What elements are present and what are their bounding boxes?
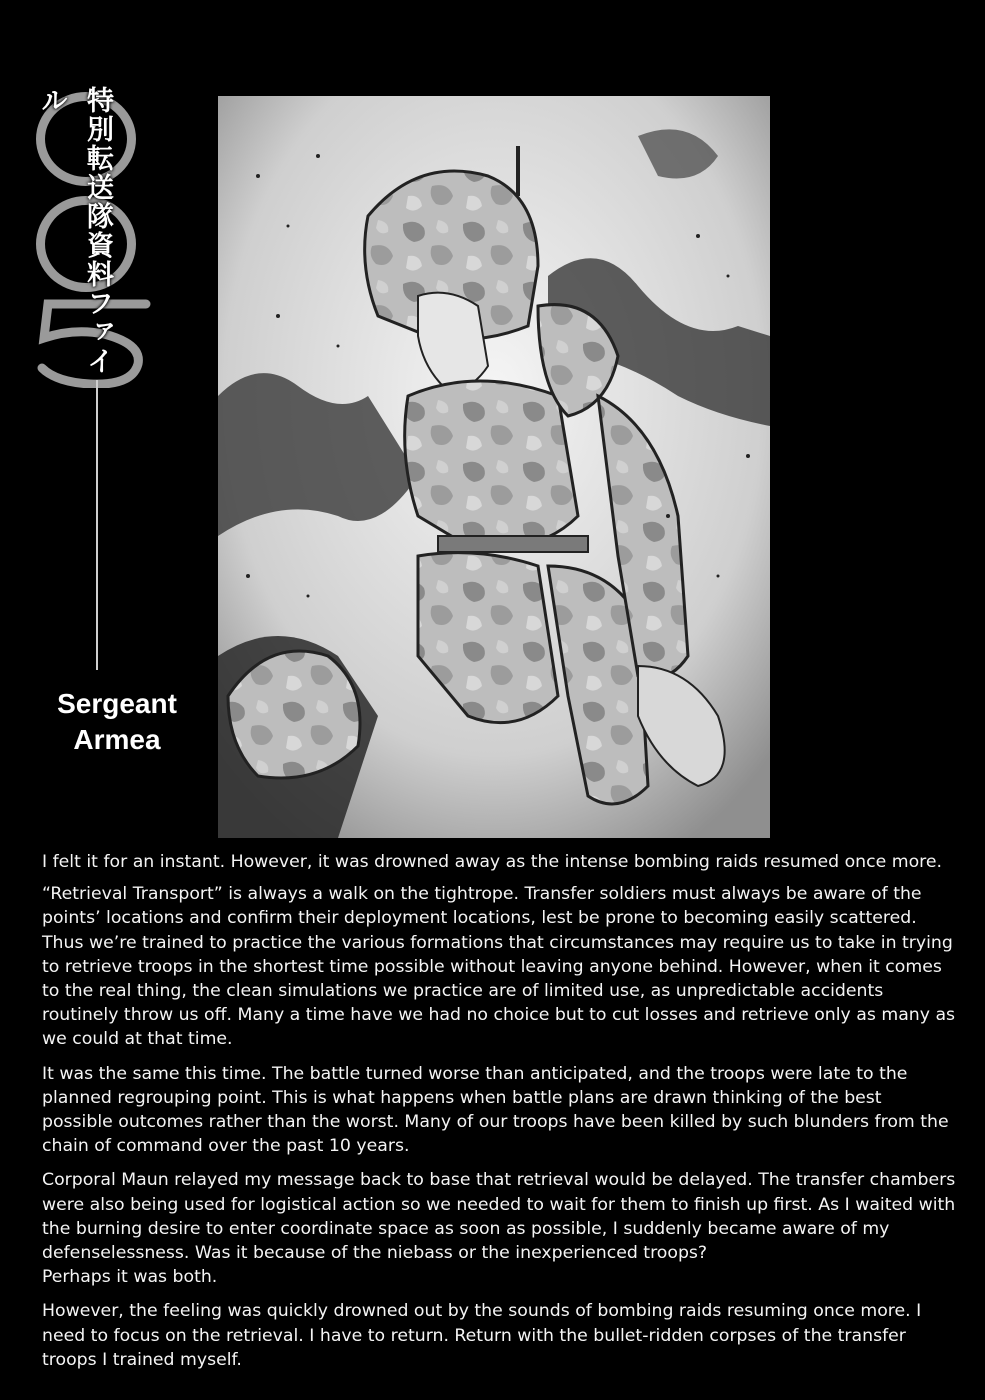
paragraph-perhaps-both: Perhaps it was both.	[42, 1267, 218, 1288]
illustration-artwork	[218, 96, 770, 838]
paragraph-intro: I felt it for an instant. However, it was drowned away as the intense bombing raids resumed once more.	[42, 852, 942, 872]
paragraph-same-this-time: It was the same this time. The battle turned worse than anticipated, and the troops were late to the planned regrouping point. This is what happens when battle plans are drawn thinking of the best possible outcomes rather than the worst. Many of our troops have been killed by such blunders from the chain of command over the past 10 years.	[42, 1063, 949, 1157]
character-name	[22, 686, 212, 758]
soldier-illustration	[218, 96, 770, 838]
article-body	[42, 850, 957, 1382]
character-rank: Sergeant	[57, 688, 177, 719]
vertical-file-title: 特別転送隊資料ファイル	[36, 86, 113, 376]
character-surname: Armea	[73, 724, 161, 755]
paragraph-retrieval-transport: “Retrieval Transport” is always a walk on the tightrope. Transfer soldiers must always be aware of the points’ locations and confirm their deployment locations, lest be prone to becoming easily scattered. Thus we’re trained to practice the various formations that circumstances may require us to take in trying to retrieve troops in the shortest time possible without leaving anyone behind. However, when it comes to the real thing, the clean simulations we practice are of limited use, as unpredictable accidents routinely throw us off. Many a time have we had no choice but to cut losses and retrieve only as many as we could at that time.	[42, 884, 956, 1050]
vertical-divider	[96, 380, 98, 670]
paragraph-conclusion: However, the feeling was quickly drowned out by the sounds of bombing raids resuming once more. I need to focus on the retrieval. I have to return. Return with the bullet-ridden corpses of the transfer troops I trained myself.	[42, 1301, 922, 1370]
paragraph-corporal-maun: Corporal Maun relayed my message back to base that retrieval would be delayed. The transfer chambers were also being used for logistical action so we needed to wait for them to finish up first. As I waited with the burning desire to enter coordinate space as soon as possible, I suddenly became aware of my defenselessness. Was it because of the niebass or the inexperienced troops?	[42, 1170, 956, 1264]
